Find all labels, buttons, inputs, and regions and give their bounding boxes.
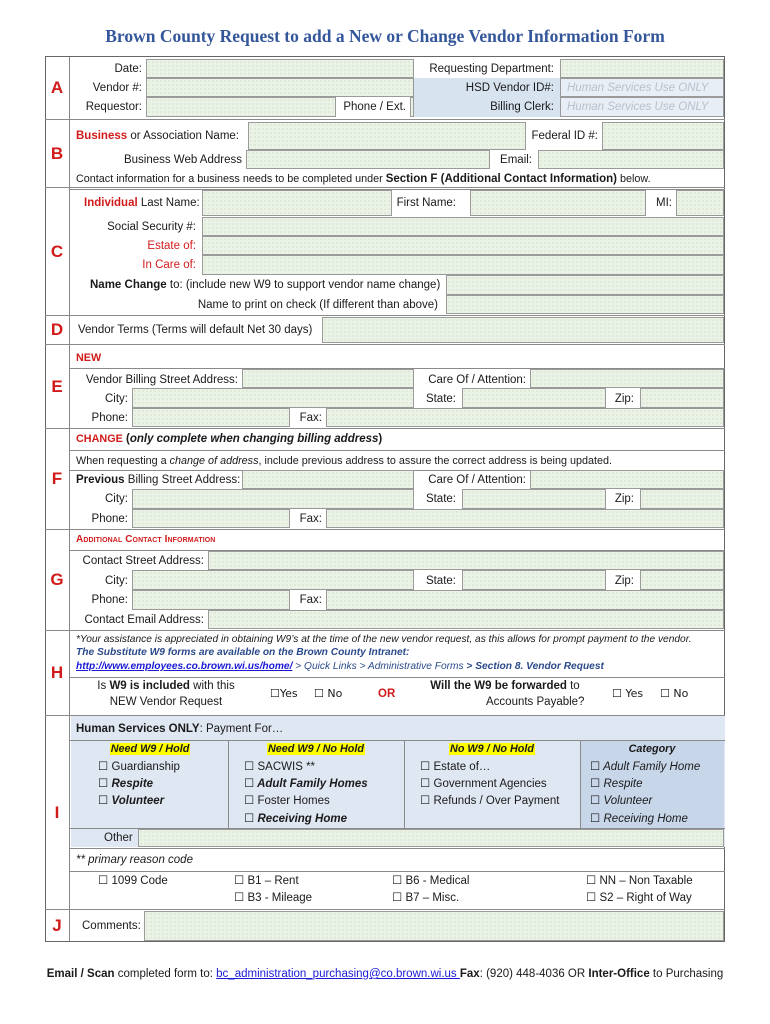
contact-street-input[interactable] xyxy=(208,551,724,570)
federal-id-label: Federal ID #: xyxy=(531,130,598,142)
respite-checkbox[interactable]: ☐ Respite xyxy=(98,778,154,790)
contact-email-input[interactable] xyxy=(208,610,724,629)
contact-street-label: Contact Street Address: xyxy=(82,555,204,567)
date-input[interactable] xyxy=(146,59,414,78)
contact-state-input[interactable] xyxy=(462,570,606,590)
code-s2-checkbox[interactable]: ☐ S2 – Right of Way xyxy=(586,892,692,904)
name-change-input[interactable] xyxy=(446,275,724,295)
new-state-label: State: xyxy=(425,393,456,405)
new-zip-label: Zip: xyxy=(614,393,634,405)
last-name-label: Individual Last Name: xyxy=(84,197,200,209)
name-change-label: Name Change to: (include new W9 to support vendor name change) xyxy=(90,279,441,291)
requesting-department-label: Requesting Department: xyxy=(429,63,554,75)
contact-phone-input[interactable] xyxy=(132,590,290,610)
category-receiving-home-checkbox[interactable]: ☐ Receiving Home xyxy=(590,813,688,825)
category-volunteer-checkbox[interactable]: ☐ Volunteer xyxy=(590,795,653,807)
human-services-heading: Human Services ONLY: Payment For… xyxy=(76,723,284,735)
mi-label: MI: xyxy=(656,197,672,209)
new-care-of-input[interactable] xyxy=(530,369,724,388)
mi-input[interactable] xyxy=(676,190,724,216)
footer-instructions: Email / Scan completed form to: bc_administration_purchasing@co.brown.wi.us Fax: (920) 448-4036 OR Inter-Office to Purchasing xyxy=(46,968,724,980)
adult-family-homes-checkbox[interactable]: ☐ Adult Family Homes xyxy=(244,778,368,790)
in-care-of-label: In Care of: xyxy=(142,259,196,271)
w9-intranet-path: http://www.employees.co.brown.wi.us/home/ > Quick Links > Administrative Forms > Section 8. Vendor Request xyxy=(76,661,604,672)
code-b6-checkbox[interactable]: ☐ B6 - Medical xyxy=(392,875,470,887)
phone-ext-label: Phone / Ext. xyxy=(343,101,406,113)
requestor-label: Requestor: xyxy=(85,101,142,113)
w9-intranet-note: The Substitute W9 forms are available on the Brown County Intranet: xyxy=(76,647,410,658)
vendor-number-label: Vendor #: xyxy=(92,82,142,94)
previous-zip-label: Zip: xyxy=(614,493,634,505)
new-fax-input[interactable] xyxy=(326,408,724,427)
estate-of-checkbox[interactable]: ☐ Estate of… xyxy=(420,761,491,773)
billing-clerk-hint: Human Services Use ONLY xyxy=(567,101,709,113)
col-no-w9-no-hold: No W9 / No Hold xyxy=(450,743,534,755)
code-b7-checkbox[interactable]: ☐ B7 – Misc. xyxy=(392,892,460,904)
requestor-input[interactable] xyxy=(146,97,336,117)
section-b-label: B xyxy=(45,120,70,187)
vendor-terms-label: Vendor Terms (Terms will default Net 30 days) xyxy=(78,324,313,336)
page-title: Brown County Request to add a New or Change Vendor Information Form xyxy=(105,26,665,46)
new-city-input[interactable] xyxy=(132,388,414,408)
contact-fax-input[interactable] xyxy=(326,590,724,610)
new-fax-label: Fax: xyxy=(299,412,322,424)
business-email-input[interactable] xyxy=(538,150,724,169)
volunteer-checkbox[interactable]: ☐ Volunteer xyxy=(98,795,165,807)
new-billing-street-label: Vendor Billing Street Address: xyxy=(85,374,238,386)
new-phone-label: Phone: xyxy=(91,412,128,424)
ssn-input[interactable] xyxy=(202,217,724,236)
in-care-of-input[interactable] xyxy=(202,255,724,275)
w9-forwarded-label: Will the W9 be forwarded to xyxy=(430,680,580,692)
previous-billing-street-input[interactable] xyxy=(242,470,414,489)
previous-care-of-label: Care Of / Attention: xyxy=(428,474,526,486)
contact-state-label: State: xyxy=(425,575,456,587)
w9-included-label: Is W9 is included with this xyxy=(97,680,235,692)
category-adult-family-home-checkbox[interactable]: ☐ Adult Family Home xyxy=(590,761,701,773)
contact-zip-label: Zip: xyxy=(614,575,634,587)
section-g-label: G xyxy=(45,530,70,630)
change-address-heading: CHANGE (only complete when changing billing address) xyxy=(76,433,383,445)
comments-label: Comments: xyxy=(82,920,141,932)
new-billing-street-input[interactable] xyxy=(242,369,414,388)
sacwis-checkbox[interactable]: ☐ SACWIS ** xyxy=(244,761,316,773)
first-name-label: First Name: xyxy=(396,197,456,209)
government-agencies-checkbox[interactable]: ☐ Government Agencies xyxy=(420,778,547,790)
billing-clerk-label: Billing Clerk: xyxy=(490,101,554,113)
new-phone-input[interactable] xyxy=(132,408,290,427)
col-category: Category xyxy=(628,743,676,755)
requesting-department-input[interactable] xyxy=(560,59,724,78)
name-to-print-label: Name to print on check (If different than above) xyxy=(197,299,438,311)
other-label: Other xyxy=(104,832,133,844)
first-name-input[interactable] xyxy=(470,190,646,216)
w9-forwarded-yes-checkbox[interactable]: ☐ Yes xyxy=(612,687,644,700)
new-care-of-label: Care Of / Attention: xyxy=(428,374,526,386)
code-b1-checkbox[interactable]: ☐ B1 – Rent xyxy=(234,875,299,887)
code-nn-checkbox[interactable]: ☐ NN – Non Taxable xyxy=(586,875,693,887)
category-respite-checkbox[interactable]: ☐ Respite xyxy=(590,778,643,790)
previous-city-input[interactable] xyxy=(132,489,414,509)
previous-state-label: State: xyxy=(425,493,456,505)
previous-state-input[interactable] xyxy=(462,489,606,509)
ssn-label: Social Security #: xyxy=(107,221,196,233)
section-h-label: H xyxy=(45,631,70,715)
previous-fax-label: Fax: xyxy=(299,513,322,525)
code-b3-checkbox[interactable]: ☐ B3 - Mileage xyxy=(234,892,313,904)
new-zip-input[interactable] xyxy=(640,388,724,408)
business-web-label: Business Web Address xyxy=(123,154,242,166)
refunds-checkbox[interactable]: ☐ Refunds / Over Payment xyxy=(420,795,560,807)
section-c-label: C xyxy=(45,188,70,315)
receiving-home-checkbox[interactable]: ☐ Receiving Home xyxy=(244,813,347,825)
contact-email-label: Contact Email Address: xyxy=(84,614,204,626)
col-need-w9-hold: Need W9 / Hold xyxy=(110,743,190,755)
w9-forwarded-no-checkbox[interactable]: ☐ No xyxy=(660,687,689,700)
new-vendor-request-label: NEW Vendor Request xyxy=(109,696,223,708)
w9-note: *Your assistance is appreciated in obtaining W9’s at the time of the new vendor request, as this allows for prompt payment to the vendor. xyxy=(76,634,692,645)
or-label: OR xyxy=(378,688,396,700)
section-i-label: I xyxy=(45,716,70,909)
business-name-label: Business or Association Name: xyxy=(76,130,239,142)
last-name-input[interactable] xyxy=(202,190,392,216)
code-1099-checkbox[interactable]: ☐ 1099 Code xyxy=(98,875,168,887)
previous-zip-input[interactable] xyxy=(640,489,724,509)
section-j-label: J xyxy=(45,910,70,941)
new-state-input[interactable] xyxy=(462,388,606,408)
estate-of-input[interactable] xyxy=(202,236,724,255)
previous-city-label: City: xyxy=(105,493,128,505)
previous-phone-label: Phone: xyxy=(91,513,128,525)
change-address-note: When requesting a change of address, include previous address to assure the correct address is being updated. xyxy=(76,455,612,467)
name-to-print-input[interactable] xyxy=(446,295,724,314)
section-d-label: D xyxy=(45,316,70,344)
vendor-number-input[interactable] xyxy=(146,78,414,97)
comments-input[interactable] xyxy=(144,911,724,941)
additional-contact-heading: Additional Contact Information xyxy=(76,534,216,545)
section-a-label: A xyxy=(45,57,70,119)
w9-included-no-checkbox[interactable]: ☐ No xyxy=(314,687,343,700)
new-address-heading: NEW xyxy=(76,352,102,364)
hsd-vendor-id-hint: Human Services Use ONLY xyxy=(567,82,709,94)
contact-zip-input[interactable] xyxy=(640,570,724,590)
new-city-label: City: xyxy=(105,393,128,405)
contact-fax-label: Fax: xyxy=(299,594,322,606)
primary-reason-label: ** primary reason code xyxy=(76,854,193,866)
federal-id-input[interactable] xyxy=(602,122,724,150)
estate-of-label: Estate of: xyxy=(147,240,196,252)
guardianship-checkbox[interactable]: ☐ Guardianship xyxy=(98,761,180,773)
accounts-payable-label: Accounts Payable? xyxy=(486,696,585,708)
col-need-w9-no-hold: Need W9 / No Hold xyxy=(268,743,364,755)
purchasing-email-link[interactable]: bc_administration_purchasing@co.brown.wi.us xyxy=(216,968,460,980)
business-contact-note: Contact information for a business needs to be completed under Section F (Additional Contact Information) below. xyxy=(76,173,651,185)
section-f-label: F xyxy=(45,429,70,529)
section-e-label: E xyxy=(45,345,70,428)
vendor-terms-input[interactable] xyxy=(322,317,724,343)
date-label: Date: xyxy=(114,63,142,75)
business-email-label: Email: xyxy=(500,154,532,166)
contact-city-label: City: xyxy=(105,575,128,587)
intranet-link[interactable]: http://www.employees.co.brown.wi.us/home/ xyxy=(76,661,293,672)
previous-fax-input[interactable] xyxy=(326,509,724,528)
contact-phone-label: Phone: xyxy=(91,594,128,606)
hsd-vendor-id-label: HSD Vendor ID#: xyxy=(465,82,554,94)
business-web-input[interactable] xyxy=(246,150,490,169)
foster-homes-checkbox[interactable]: ☐ Foster Homes xyxy=(244,795,330,807)
other-input[interactable] xyxy=(138,829,724,847)
previous-billing-street-label: Previous Billing Street Address: xyxy=(76,474,241,486)
business-name-input[interactable] xyxy=(248,122,526,150)
w9-included-yes-checkbox[interactable]: ☐Yes xyxy=(270,687,298,700)
previous-phone-input[interactable] xyxy=(132,509,290,528)
previous-care-of-input[interactable] xyxy=(530,470,724,489)
contact-city-input[interactable] xyxy=(132,570,414,590)
